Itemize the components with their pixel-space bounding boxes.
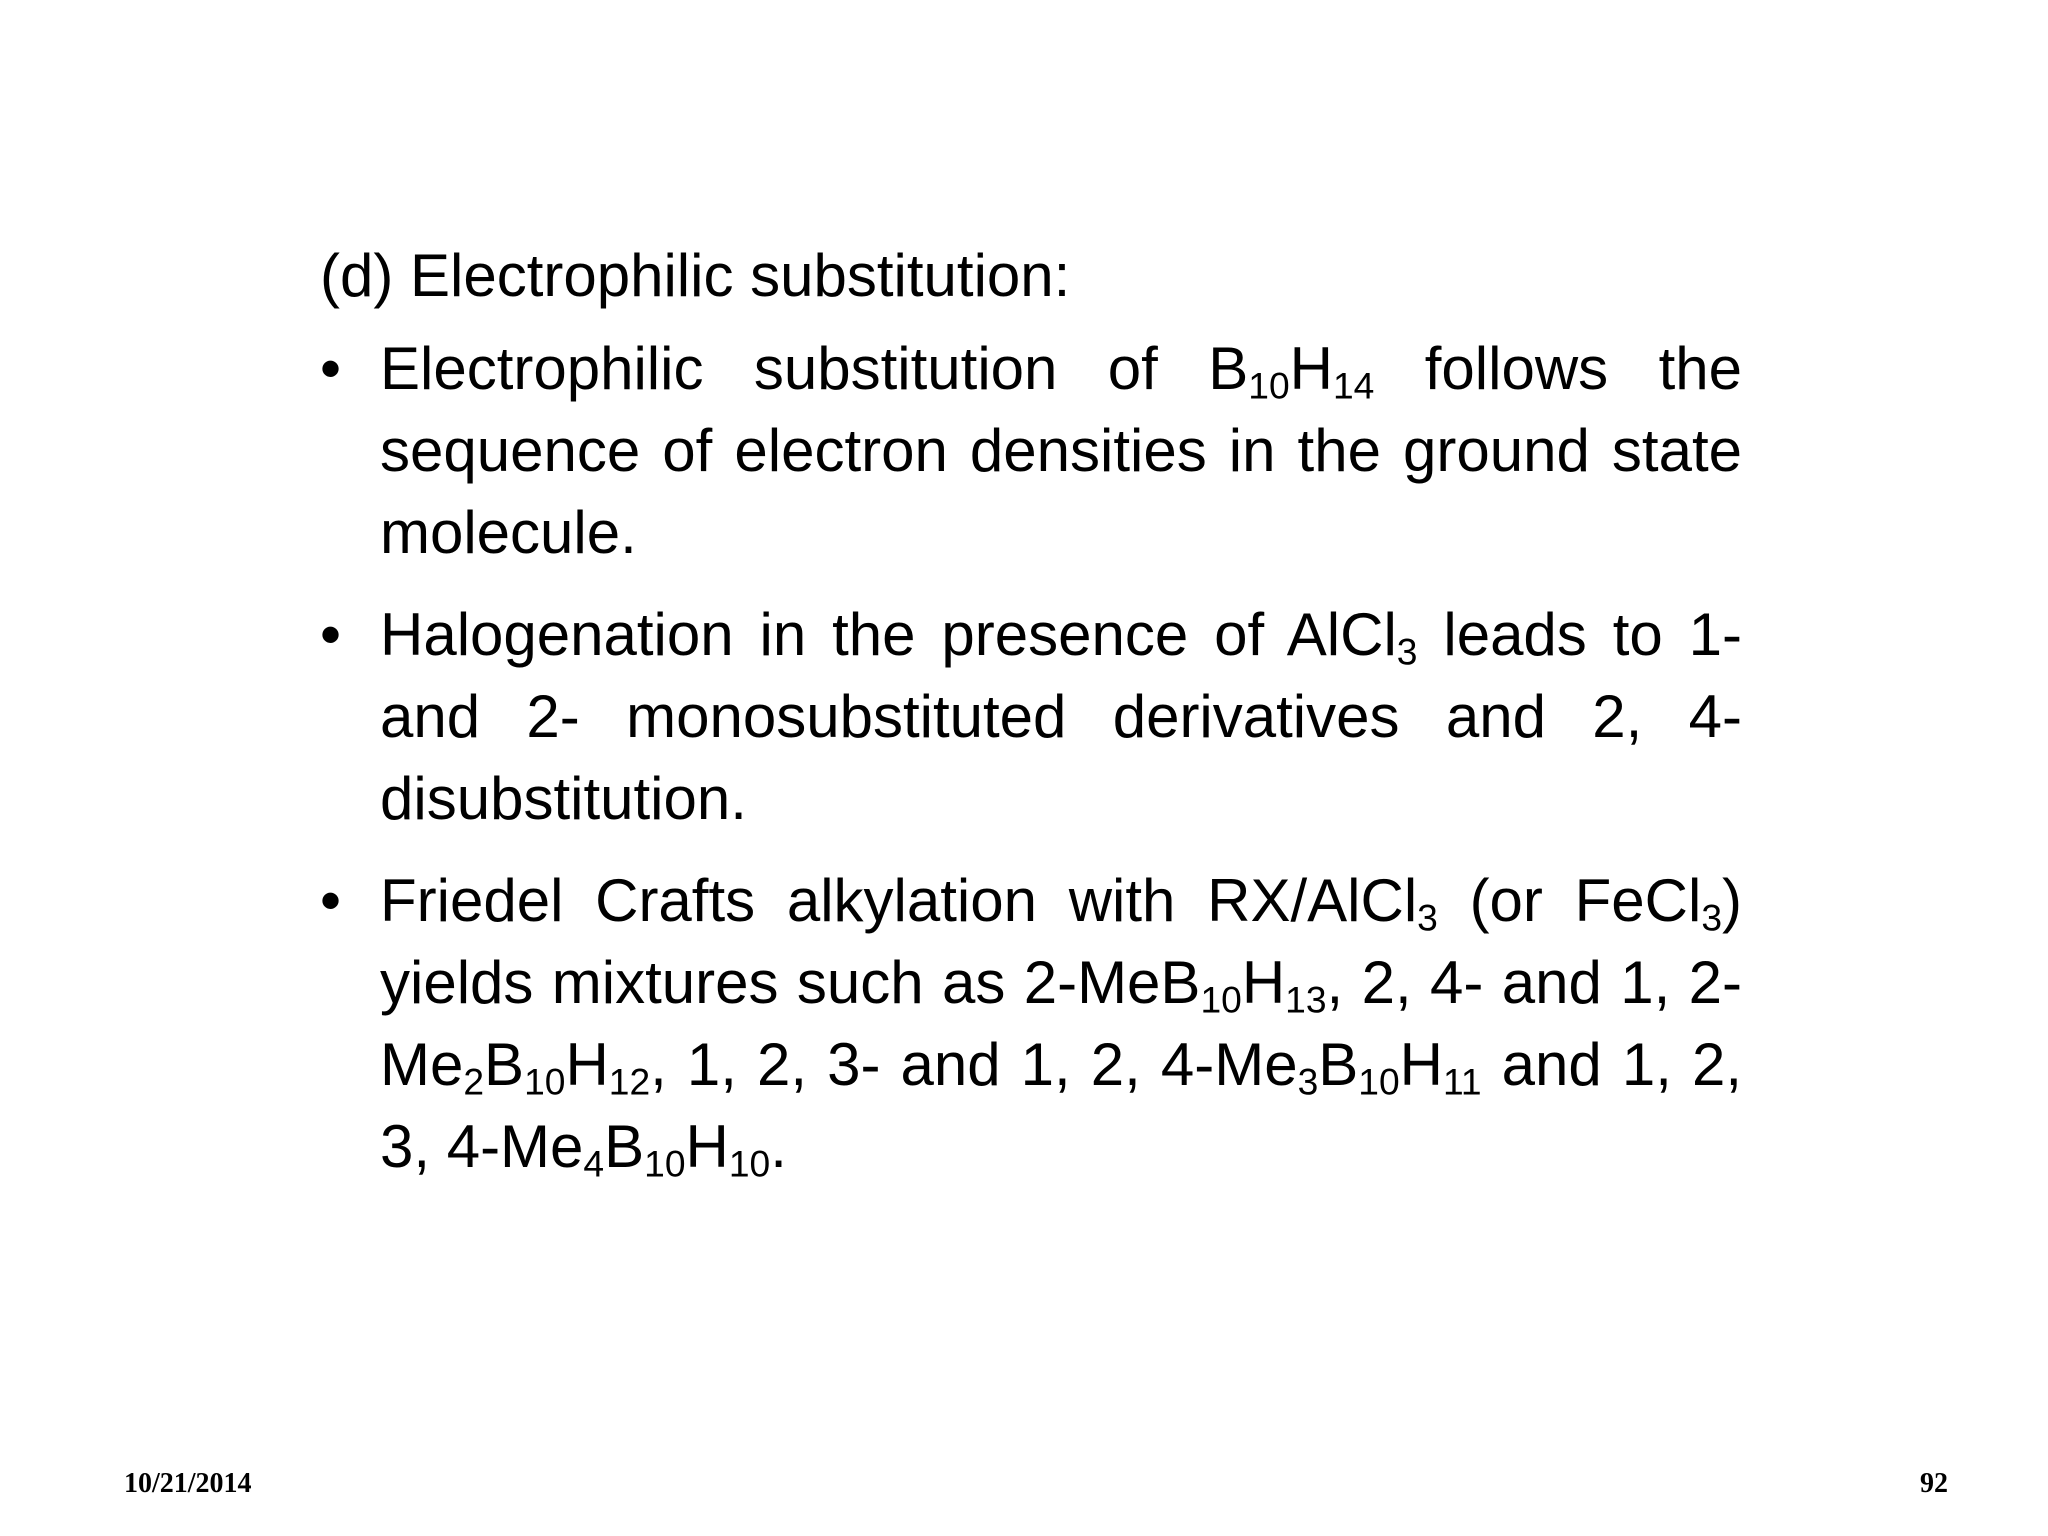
- subscript-text: 12: [608, 1060, 651, 1103]
- bullet-icon: •: [320, 601, 342, 668]
- text-segment: Electrophilic substitution of B: [380, 335, 1249, 402]
- subscript-text: 11: [1443, 1060, 1482, 1103]
- text-segment: B: [604, 1113, 645, 1180]
- text-segment: H: [565, 1031, 609, 1098]
- bullet-text: [380, 335, 1742, 566]
- bullet-text: [380, 867, 1743, 1185]
- text-segment: Friedel Crafts alkylation with RX/AlCl: [380, 867, 1418, 934]
- text-segment: H: [1399, 1031, 1444, 1098]
- bullet-icon: •: [320, 867, 342, 934]
- subscript-text: 4: [583, 1142, 605, 1185]
- text-segment: (or FeCl: [1437, 867, 1702, 934]
- text-segment: leads to 1- and 2- monosubstituted derivatives and 2, 4- disubstitution.: [380, 601, 1742, 832]
- bullet-item: [320, 860, 1742, 1188]
- subscript-text: 14: [1332, 364, 1375, 407]
- subscript-text: 3: [1701, 896, 1723, 939]
- text-segment: ) yields mixtures such as 2-MeB: [380, 867, 1742, 1016]
- text-segment: follows the sequence of electron densities in the ground state molecule.: [380, 335, 1742, 566]
- text-segment: , 1, 2, 3- and 1, 2, 4-Me: [650, 1031, 1298, 1098]
- subscript-text: 10: [1358, 1060, 1400, 1103]
- text-segment: B: [1318, 1031, 1359, 1098]
- bullet-item: [320, 328, 1742, 574]
- text-segment: H: [685, 1113, 729, 1180]
- text-segment: B: [484, 1031, 525, 1098]
- subscript-text: 2: [463, 1060, 485, 1103]
- footer-date: 10/21/2014: [124, 1468, 252, 1499]
- text-segment: Halogenation in the presence of AlCl: [380, 601, 1397, 668]
- subscript-text: 10: [524, 1060, 566, 1103]
- bullet-item: [320, 594, 1742, 840]
- subscript-text: 13: [1285, 978, 1327, 1021]
- subscript-text: 10: [644, 1142, 686, 1185]
- text-segment: .: [770, 1113, 787, 1180]
- bullet-list: [320, 328, 1742, 1188]
- text-segment: and 1, 2, 3, 4-Me: [380, 1031, 1742, 1180]
- bullet-icon: •: [320, 335, 342, 402]
- page-number: 92: [1920, 1468, 1948, 1499]
- text-segment: , 2, 4- and 1, 2- Me: [380, 949, 1743, 1098]
- subscript-text: 10: [1248, 364, 1290, 407]
- bullet-text: [380, 601, 1742, 832]
- subscript-text: 3: [1297, 1060, 1319, 1103]
- subscript-text: 3: [1396, 630, 1418, 673]
- text-segment: H: [1241, 949, 1286, 1016]
- slide-content: [320, 236, 1742, 1208]
- subscript-text: 3: [1417, 896, 1438, 939]
- section-heading: (d) Electrophilic substitution:: [320, 242, 1071, 309]
- subscript-text: 10: [728, 1142, 771, 1185]
- subscript-text: 10: [1200, 978, 1242, 1021]
- text-segment: H: [1289, 335, 1333, 402]
